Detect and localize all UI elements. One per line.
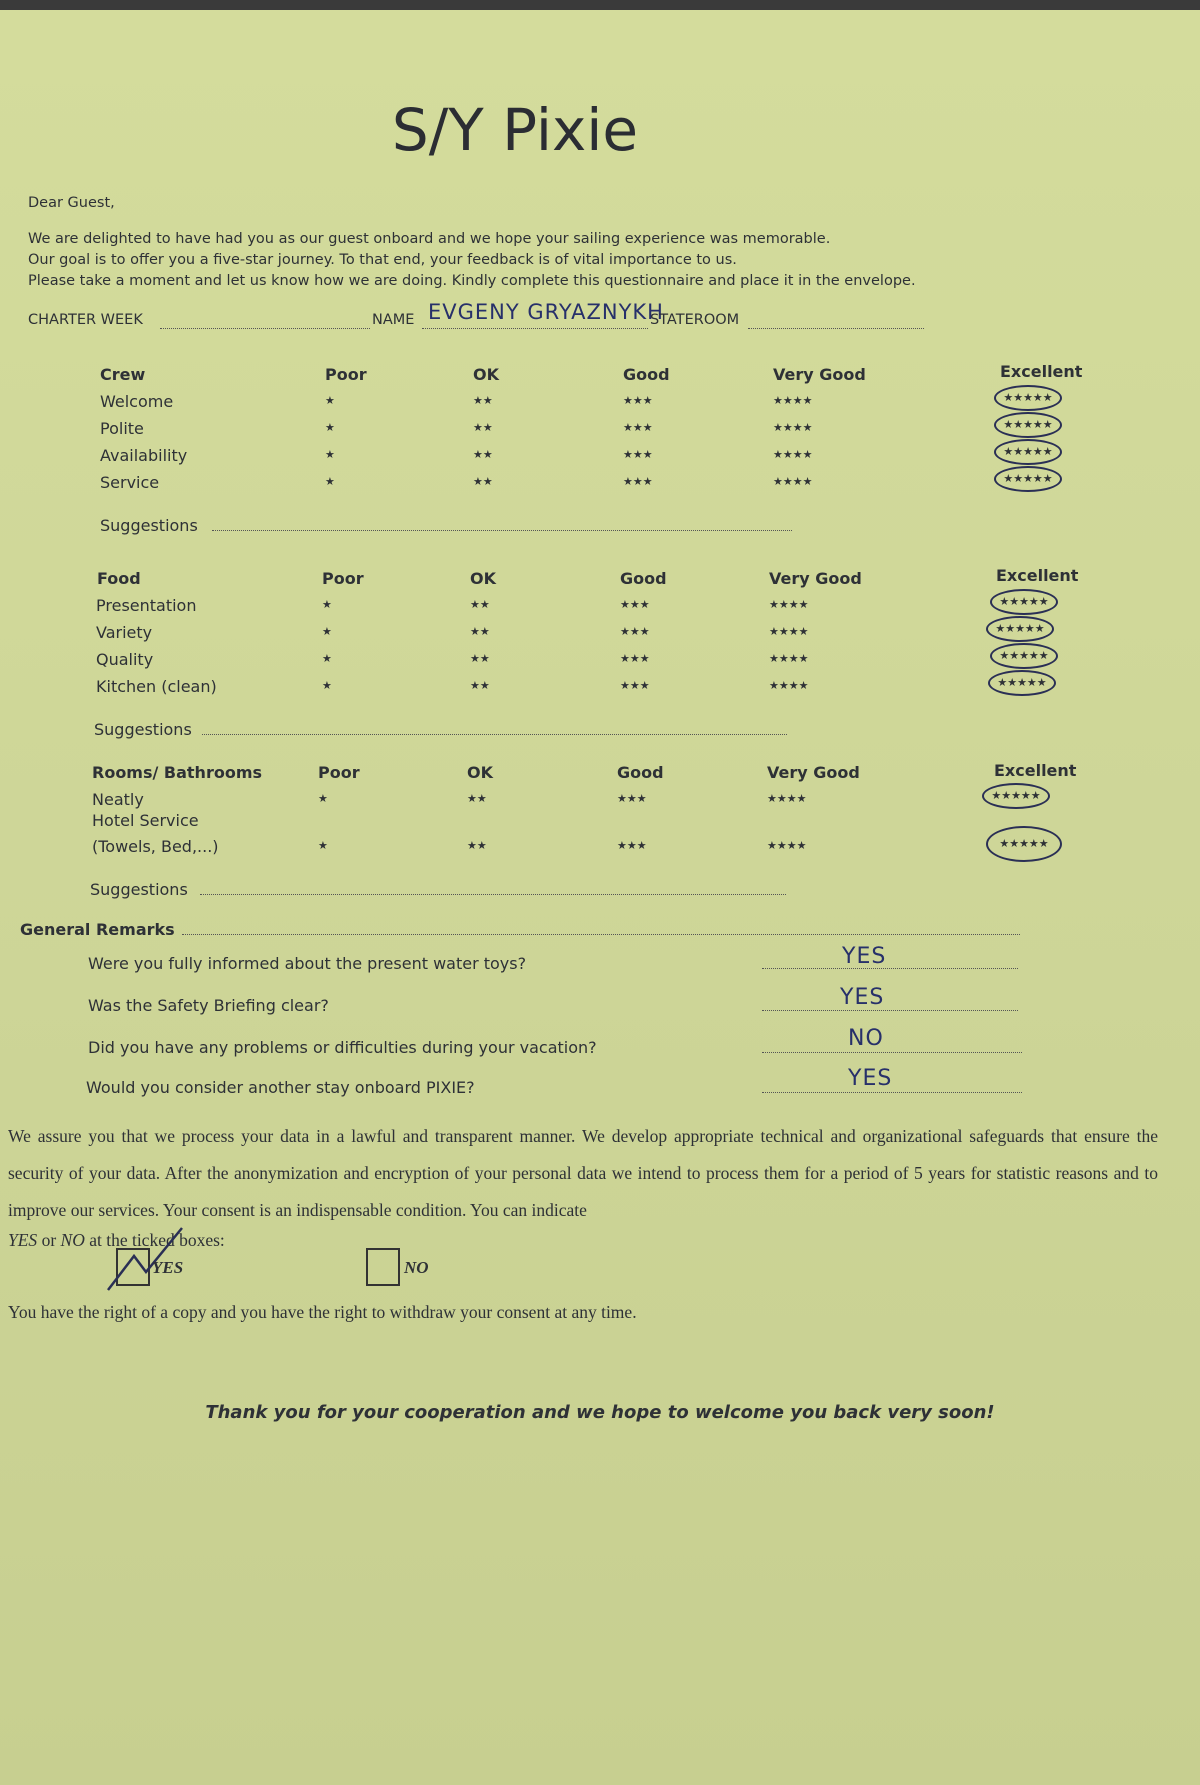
- crew-row-polite: Polite: [100, 419, 144, 438]
- intro-line-3: Please take a moment and let us know how we are doing. Kindly complete this questionnaire and place it in the envelope.: [28, 273, 916, 289]
- excellent-circled[interactable]: ★★★★★: [994, 439, 1062, 465]
- no-inline: NO: [60, 1230, 85, 1250]
- rating-star[interactable]: ★★: [473, 394, 493, 407]
- rating-star[interactable]: ★: [325, 421, 335, 434]
- rating-star[interactable]: ★★★★: [773, 475, 813, 488]
- crew-row-welcome: Welcome: [100, 392, 174, 411]
- crew-good-header: Good: [623, 365, 670, 384]
- general-remarks-heading: General Remarks: [20, 920, 175, 939]
- intro-line-1: We are delighted to have had you as our guest onboard and we hope your sailing experience was memorable.: [28, 231, 831, 247]
- rating-star[interactable]: ★★★★: [769, 652, 809, 665]
- consent-no-checkbox[interactable]: [366, 1248, 400, 1286]
- answer-safety-briefing[interactable]: YES: [840, 985, 885, 1010]
- intro-line-2: Our goal is to offer you a five-star journey. To that end, your feedback is of vital importance to us.: [28, 252, 737, 268]
- rating-star[interactable]: ★: [322, 679, 332, 692]
- answer-problems[interactable]: NO: [848, 1026, 884, 1051]
- rating-star[interactable]: ★★★: [620, 679, 650, 692]
- crew-row-service: Service: [100, 473, 160, 492]
- excellent-circled[interactable]: ★★★★★: [988, 670, 1056, 696]
- rating-star[interactable]: ★★: [470, 625, 490, 638]
- rating-star[interactable]: ★★★★: [773, 421, 813, 434]
- answer-line: [762, 968, 1018, 969]
- crew-heading: Crew: [100, 365, 146, 384]
- rating-star[interactable]: ★★★★: [769, 598, 809, 611]
- excellent-circled[interactable]: ★★★★★: [982, 783, 1050, 809]
- rooms-heading: Rooms/ Bathrooms: [92, 763, 263, 782]
- rating-star[interactable]: ★★: [467, 792, 487, 805]
- food-row-variety: Variety: [96, 623, 153, 642]
- food-good-header: Good: [620, 569, 667, 588]
- rating-star[interactable]: ★★: [470, 652, 490, 665]
- rating-star[interactable]: ★★★★: [769, 625, 809, 638]
- rating-star[interactable]: ★★★★: [767, 839, 807, 852]
- rating-star[interactable]: ★★★★: [767, 792, 807, 805]
- food-very-good-header: Very Good: [769, 569, 862, 588]
- rating-star[interactable]: ★★★: [623, 394, 653, 407]
- consent-instruction-end: at the ticked boxes:: [84, 1230, 225, 1250]
- consent-text: We assure you that we process your data in a lawful and transparent manner. We develop appropriate technical and organizational safeguards that ensure the security of your data. After the anonymization and encryption of your personal data we intend to process them for a period of 5 years for statistic reasons and to improve our services. Your consent is an indispensable condition. You can indicate: [8, 1126, 1158, 1220]
- crew-excellent-header: Excellent: [1000, 362, 1083, 381]
- excellent-circled[interactable]: ★★★★★: [986, 826, 1062, 862]
- rating-star[interactable]: ★★★: [617, 839, 647, 852]
- rating-star[interactable]: ★: [318, 792, 328, 805]
- excellent-circled[interactable]: ★★★★★: [994, 412, 1062, 438]
- food-row-presentation: Presentation: [96, 596, 197, 615]
- excellent-circled[interactable]: ★★★★★: [990, 589, 1058, 615]
- rating-star[interactable]: ★★: [473, 421, 493, 434]
- rating-star[interactable]: ★★★: [620, 598, 650, 611]
- answer-another-stay[interactable]: YES: [848, 1066, 893, 1091]
- data-consent-paragraph: [8, 1118, 1158, 1229]
- food-ok-header: OK: [470, 569, 496, 588]
- food-suggestions-field[interactable]: [202, 734, 787, 735]
- rating-star[interactable]: ★: [322, 652, 332, 665]
- rooms-row-neatly: Neatly: [92, 790, 144, 809]
- rooms-row-hotel-service: Hotel Service: [92, 811, 199, 830]
- charter-week-label: CHARTER WEEK: [28, 312, 143, 328]
- food-poor-header: Poor: [322, 569, 364, 588]
- thank-you-note: Thank you for your cooperation and we hope to welcome you back very soon!: [205, 1402, 995, 1423]
- food-row-kitchen: Kitchen (clean): [96, 677, 217, 696]
- crew-suggestions-field[interactable]: [212, 530, 792, 531]
- answer-line: [762, 1052, 1022, 1053]
- rooms-poor-header: Poor: [318, 763, 360, 782]
- crew-very-good-header: Very Good: [773, 365, 866, 384]
- food-suggestions-label: Suggestions: [94, 720, 192, 739]
- rights-text: You have the right of a copy and you have the right to withdraw your consent at any time.: [8, 1302, 637, 1322]
- name-label: NAME: [372, 312, 415, 328]
- rating-star[interactable]: ★: [322, 625, 332, 638]
- question-another-stay: Would you consider another stay onboard PIXIE?: [86, 1078, 475, 1097]
- rooms-suggestions-field[interactable]: [200, 894, 786, 895]
- rating-star[interactable]: ★: [322, 598, 332, 611]
- consent-no-label: NO: [404, 1258, 429, 1277]
- or-text: or: [37, 1230, 61, 1250]
- yes-inline: YES: [8, 1230, 38, 1250]
- rating-star[interactable]: ★: [325, 448, 335, 461]
- rooms-excellent-header: Excellent: [994, 761, 1077, 780]
- rating-star[interactable]: ★: [325, 394, 335, 407]
- answer-line: [762, 1010, 1018, 1011]
- crew-ok-header: OK: [473, 365, 499, 384]
- rating-star[interactable]: ★★: [470, 598, 490, 611]
- question-safety-briefing: Was the Safety Briefing clear?: [88, 996, 329, 1015]
- yacht-title: S/Y Pixie: [391, 96, 639, 164]
- rooms-ok-header: OK: [467, 763, 493, 782]
- rating-star[interactable]: ★★★: [620, 625, 650, 638]
- food-excellent-header: Excellent: [996, 566, 1079, 585]
- rating-star[interactable]: ★★★: [617, 792, 647, 805]
- stateroom-label: STATEROOM: [650, 312, 740, 328]
- crew-suggestions-label: Suggestions: [100, 516, 198, 535]
- answer-water-toys[interactable]: YES: [842, 944, 887, 969]
- excellent-circled[interactable]: ★★★★★: [990, 643, 1058, 669]
- rating-star[interactable]: ★★: [467, 839, 487, 852]
- greeting: Dear Guest,: [28, 195, 115, 211]
- rating-star[interactable]: ★★★: [623, 448, 653, 461]
- excellent-circled[interactable]: ★★★★★: [994, 385, 1062, 411]
- excellent-circled[interactable]: ★★★★★: [986, 616, 1054, 642]
- rooms-suggestions-label: Suggestions: [90, 880, 188, 899]
- rating-star[interactable]: ★★: [473, 448, 493, 461]
- rooms-very-good-header: Very Good: [767, 763, 860, 782]
- crew-poor-header: Poor: [325, 365, 367, 384]
- rating-star[interactable]: ★★: [473, 475, 493, 488]
- crew-row-availability: Availability: [100, 446, 188, 465]
- question-water-toys: Were you fully informed about the present water toys?: [88, 954, 527, 973]
- rating-star[interactable]: ★★★: [623, 475, 653, 488]
- rooms-good-header: Good: [617, 763, 664, 782]
- rating-star[interactable]: ★★★★: [773, 394, 813, 407]
- rooms-row-towels-bed: (Towels, Bed,...): [92, 837, 219, 856]
- excellent-circled[interactable]: ★★★★★: [994, 466, 1062, 492]
- stateroom-field[interactable]: [748, 328, 924, 329]
- question-problems: Did you have any problems or difficulties during your vacation?: [88, 1038, 597, 1057]
- food-heading: Food: [97, 569, 141, 588]
- rating-star[interactable]: ★★★★: [769, 679, 809, 692]
- rating-star[interactable]: ★★★: [620, 652, 650, 665]
- rating-star[interactable]: ★: [318, 839, 328, 852]
- general-remarks-field[interactable]: [182, 934, 1020, 935]
- rating-star[interactable]: ★★★: [623, 421, 653, 434]
- consent-yes-label: YES: [152, 1258, 184, 1277]
- answer-line: [762, 1092, 1022, 1093]
- name-field-line: [422, 328, 648, 329]
- charter-week-field[interactable]: [160, 328, 370, 329]
- rating-star[interactable]: ★★: [470, 679, 490, 692]
- name-field[interactable]: EVGENY GRYAZNYKH: [428, 300, 664, 324]
- rating-star[interactable]: ★★★★: [773, 448, 813, 461]
- rating-star[interactable]: ★: [325, 475, 335, 488]
- food-row-quality: Quality: [96, 650, 154, 669]
- questionnaire-sheet: [0, 10, 1200, 1785]
